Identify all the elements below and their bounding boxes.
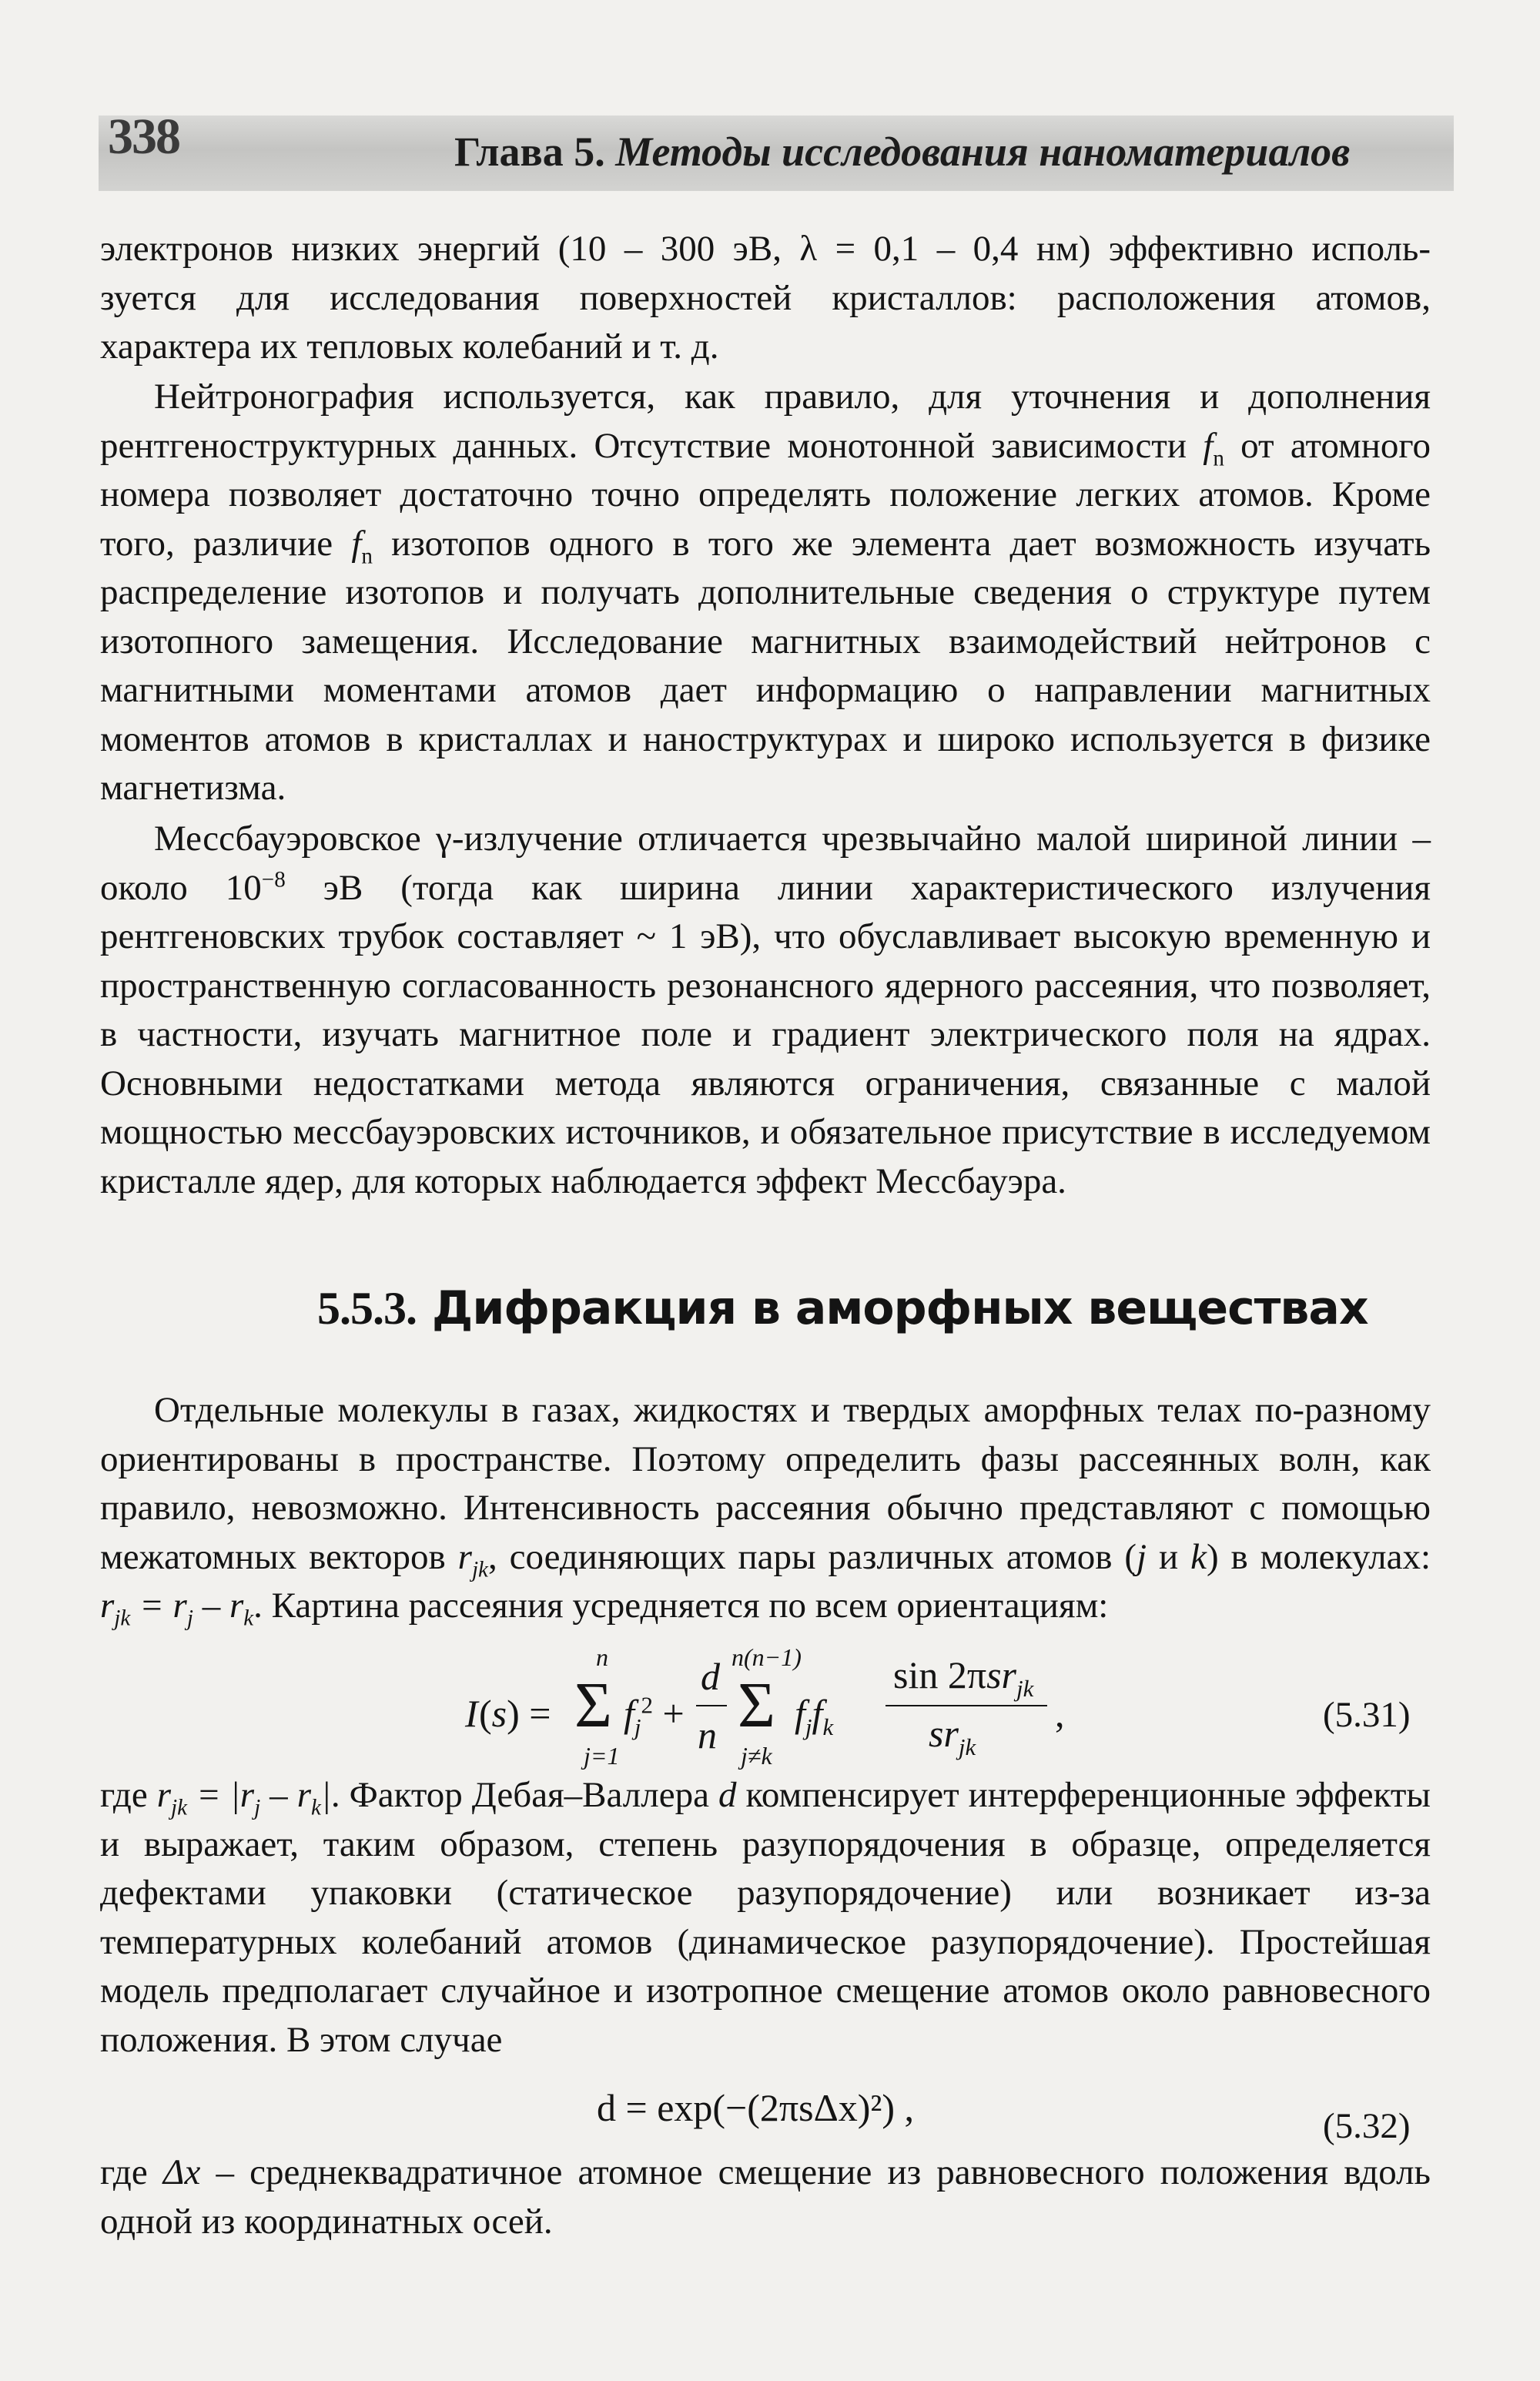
equation-5-31: I (s) = Σ n j=1 $f_j^2$ + d n Σ n(n−1) j≠k $f_jf_k$ sin 2πsr$_{jk}$ $sr_{jk}$ , bbox=[465, 1643, 1065, 1770]
symbol-k: k bbox=[1190, 1536, 1207, 1577]
s3-text-1: где bbox=[100, 2152, 163, 2192]
symbol-f: f bbox=[1203, 425, 1214, 466]
s1-text-2: , соединяющих пары различных атомов ( bbox=[487, 1536, 1137, 1577]
p2-text-3: изотопов одного в того же элемента дает возможность изучать распределение изотопов и получать дополнительные сведения о структуре путем изотопного замещения. Исследование магнитных взаимодействий нейтронов с магнитными моментами атомов дает информацию о направлении магнитных моментов атомов в кристаллах и наноструктурах и широко используется в физике магнетизма. bbox=[100, 523, 1431, 808]
relation-abs-r: $r_{jk} = |r_j - r_k|$ bbox=[156, 1775, 331, 1820]
p1-line2: зуется для исследования поверхностей кристаллов: расположения атомов, bbox=[100, 277, 1431, 318]
page-number: 338 bbox=[108, 109, 179, 165]
symbol-r-jk: $r_{jk}$ bbox=[457, 1536, 488, 1582]
s2-text-1: где bbox=[100, 1775, 157, 1815]
equation-number-5-31: (5.31) bbox=[1323, 1695, 1411, 1735]
paragraph-amorphous: Отдельные молекулы в газах, жидкостях и твердых аморфных телах по-разному ориентированы в пространстве. Поэтому определить фазы рассеянных волн, как правило, невозможно. Интенсивность рассеяния обычно представляют с помощью межатомных векторов $r_{jk}$, соединяющих пары различных атомов (j и k) в молекулах: $r_{jk} = r_j - r_k$. Картина рассеяния усредняется по всем ориентациям: bbox=[100, 1390, 1431, 1631]
exponent: −8 bbox=[261, 866, 286, 892]
chapter-name: Методы исследования наноматериалов bbox=[615, 129, 1351, 175]
symbol-sub-n: n bbox=[1213, 445, 1224, 471]
paragraph-debye-waller bbox=[100, 1771, 1431, 2065]
p3-text-2: эВ (тогда как ширина линии характеристического излучения рентгеновских трубок составляет ~ 1 эВ), что обуславливает высокую временную и пространственную согласованность резонансного ядерного рассеяния, что позволяет, в частности, изучать магнитное поле и градиент электрического поля на ядрах. Основными недостатками метода являются ограничения, связанные с малой мощностью мессбауэровских источников, и обязательное присутствие в исследуемом кристалле ядер, для которых наблюдается эффект Мессбауэра. bbox=[100, 867, 1431, 1201]
section-number: 5.5.3. bbox=[317, 1283, 417, 1334]
equation-5-32-text: d = exp(−(2πsΔx)²) , bbox=[597, 2086, 915, 2129]
symbol-delta-x: Δx bbox=[162, 2152, 201, 2192]
p1-line3: характера их тепловых колебаний и т. д. bbox=[100, 327, 719, 367]
p3-text-1: Мессбауэровское γ-излучение отличается чрезвычайно малой шириной линии – около 10 bbox=[100, 819, 1431, 908]
chapter-label: Глава 5. bbox=[454, 129, 605, 175]
symbol-d: d bbox=[718, 1775, 737, 1815]
symbol-f-2: f bbox=[351, 523, 362, 564]
symbol-sub-n-2: n bbox=[361, 543, 373, 568]
s1-text-1: Отдельные молекулы в газах, жидкостях и твердых аморфных телах по-разному ориентированы в пространстве. Поэтому определить фазы рассеянных волн, как правило, невозможно. Интенсивность рассеяния обычно представляют с помощью межатомных векторов bbox=[100, 1390, 1431, 1577]
p2-text-2: от атомного номера позволяет достаточно точно определять положение легких атомов. Кроме того, различие bbox=[100, 425, 1431, 564]
symbol-j-k: j bbox=[1137, 1536, 1147, 1577]
section-title: Дифракция в аморфных веществах bbox=[431, 1281, 1368, 1335]
relation-r-jk: $r_{jk} = r_j - r_k$ bbox=[100, 1586, 254, 1631]
equation-5-32 bbox=[597, 2085, 914, 2130]
equation-number-5-32: (5.32) bbox=[1323, 2106, 1411, 2146]
s1-text-3: в молекулах: bbox=[1218, 1536, 1431, 1577]
paragraph-displacement bbox=[100, 2148, 1431, 2246]
p2-text-1: Нейтронография используется, как правило, для уточнения и дополнения рентгеноструктурных данных. Отсутствие монотонной зависимости bbox=[100, 377, 1431, 466]
s2-text-3: компенсирует интерференционные эффекты и выражает, таким образом, степень разупорядочения в образце, определяется дефектами упаковки (статическое разупорядочение) или возникает из-за температурных колебаний атомов (динамическое разупорядочение). Простейшая модель предполагает случайное и изотропное смещение атомов около равновесного положения. В этом случае bbox=[100, 1775, 1431, 2060]
s2-text-2: . Фактор Дебая–Валлера bbox=[330, 1775, 718, 1815]
p1-line1: электронов низких энергий (10 – 300 эВ, λ = 0,1 – 0,4 нм) эффективно исполь- bbox=[100, 229, 1431, 269]
s3-text-2: – среднеквадратичное атомное смещение из равновесного положения вдоль одной из координатных осей. bbox=[100, 2152, 1431, 2242]
s1-text-4: . Картина рассеяния усредняется по всем ориентациям: bbox=[253, 1586, 1109, 1626]
